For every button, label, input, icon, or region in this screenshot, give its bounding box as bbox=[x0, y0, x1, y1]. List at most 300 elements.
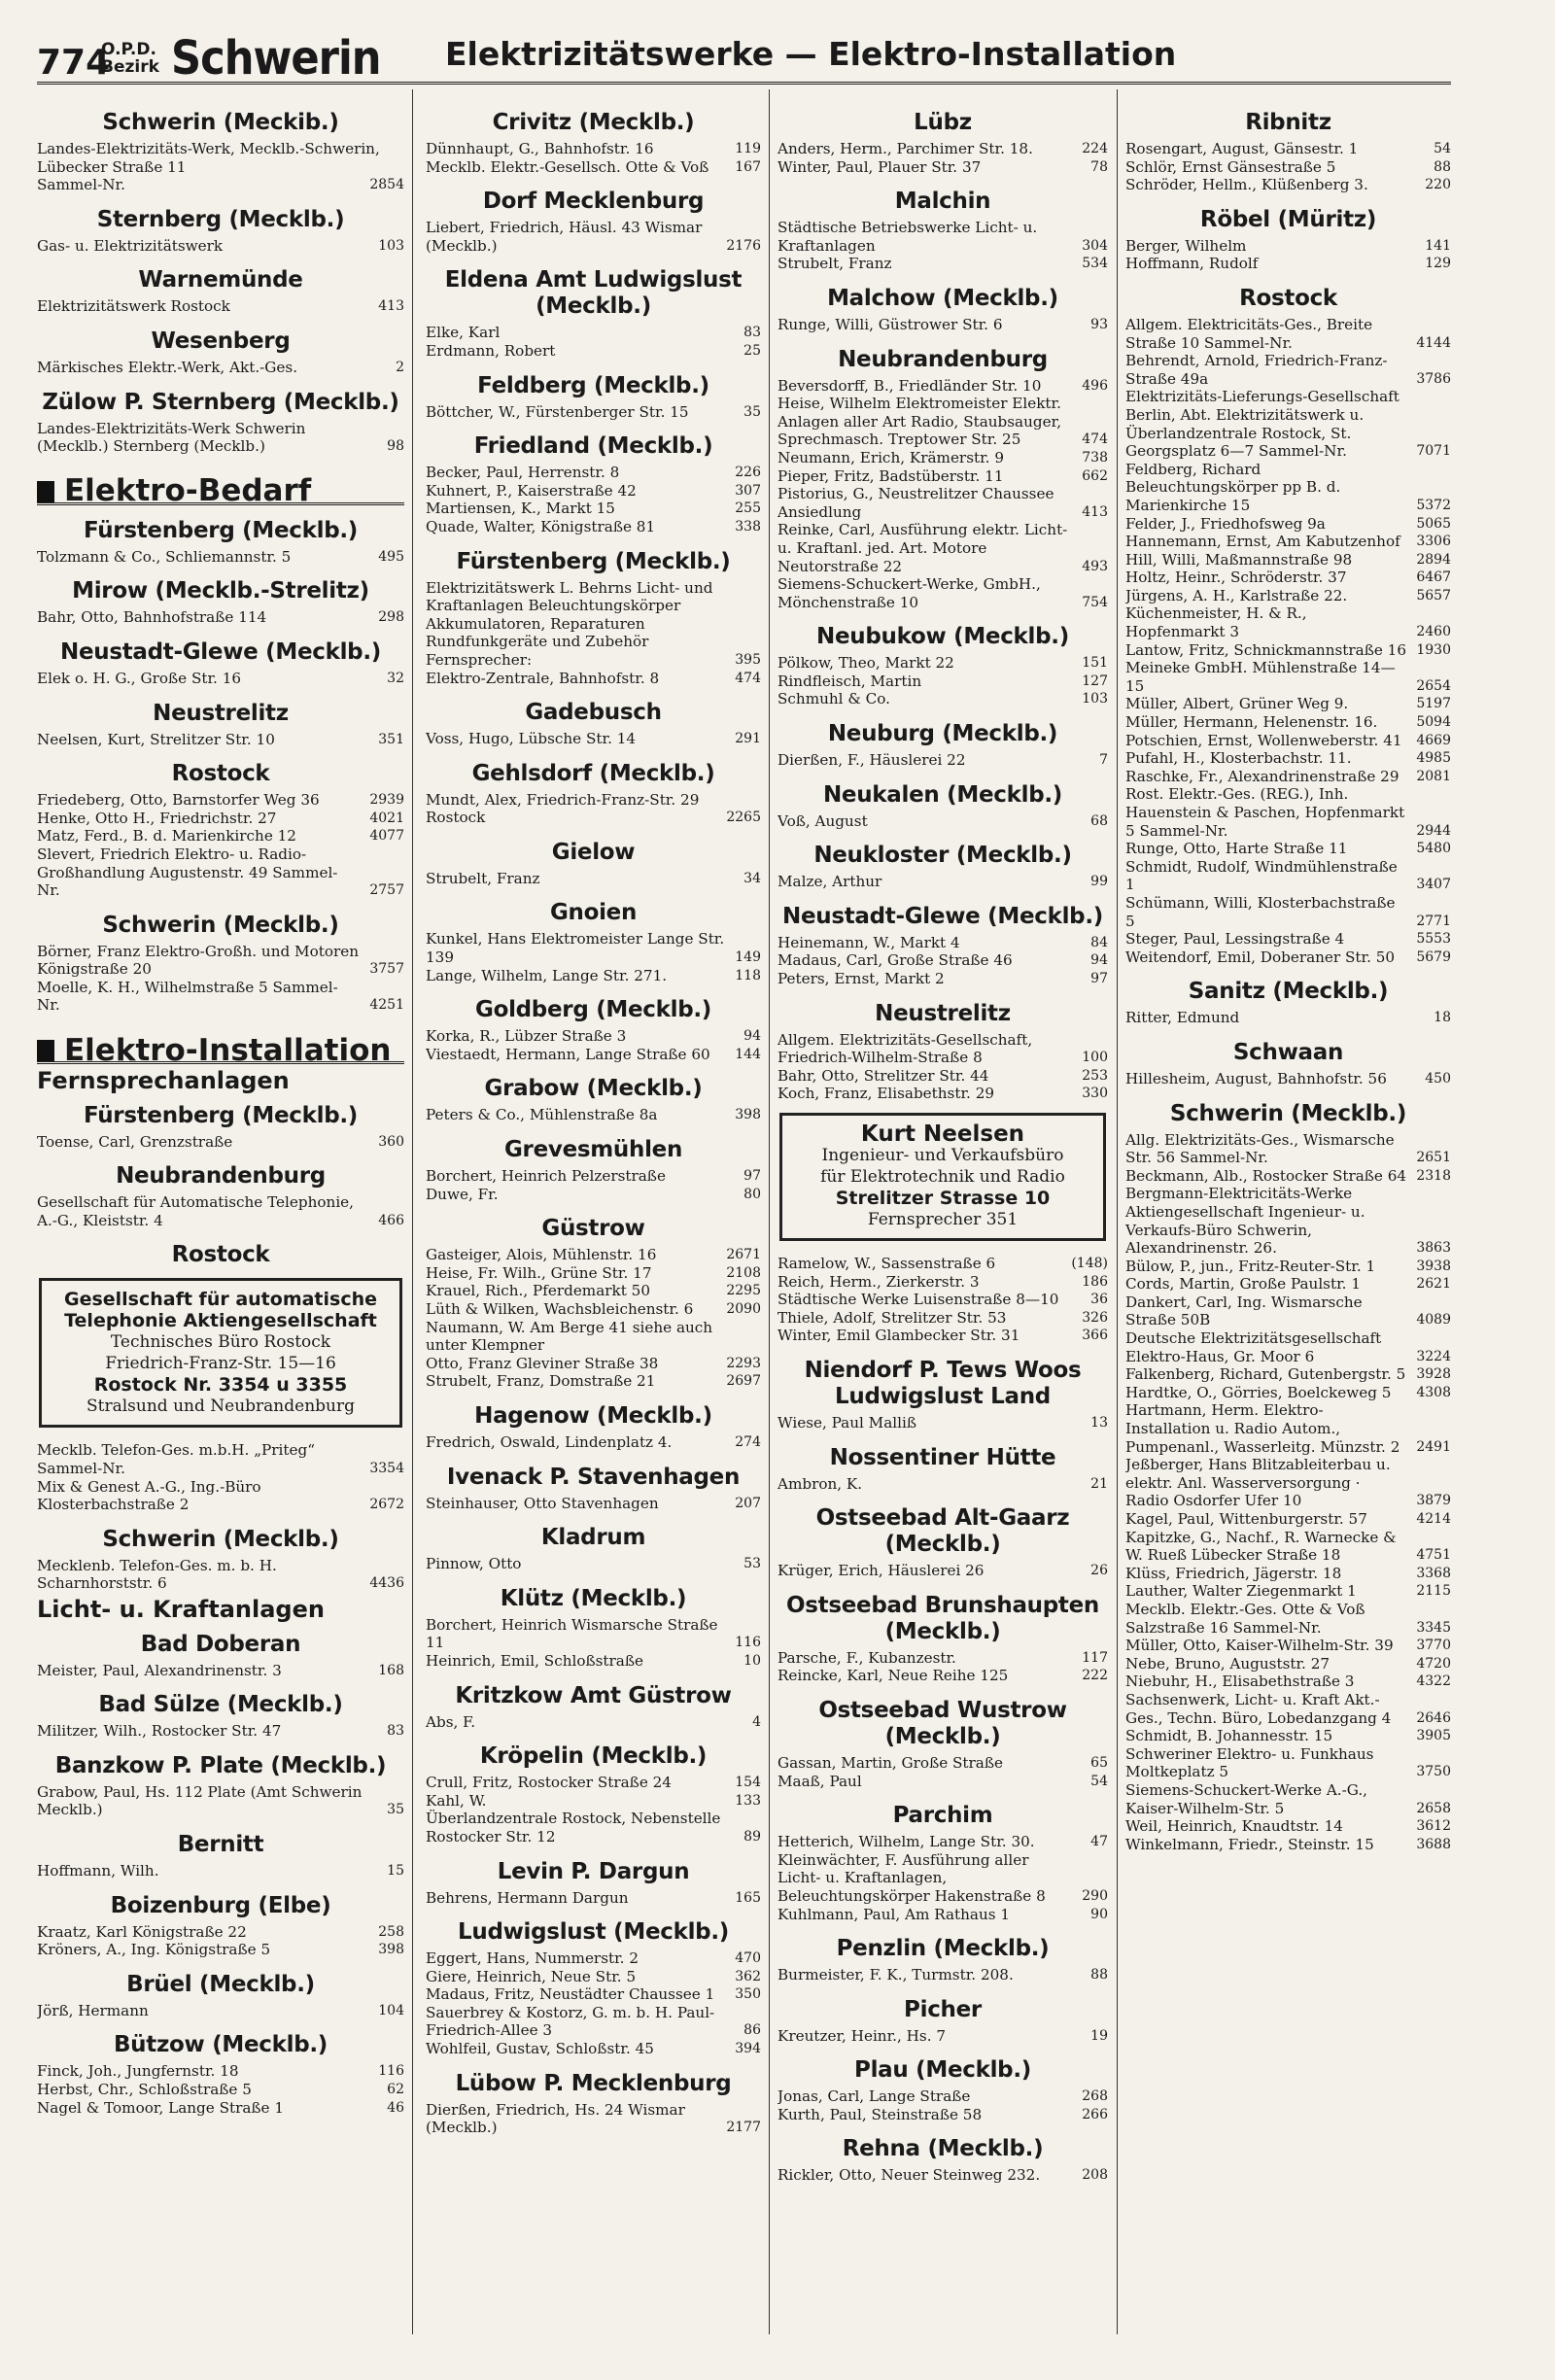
entry-text: Sammel-Nr. bbox=[37, 176, 125, 194]
list-item bbox=[37, 297, 404, 316]
entry-phone: 84 bbox=[1090, 934, 1108, 950]
entry-phone: 395 bbox=[735, 651, 761, 668]
list-item bbox=[1125, 1510, 1451, 1529]
list-item bbox=[778, 575, 1108, 611]
list-item bbox=[1125, 1781, 1451, 1817]
entry-phone: 253 bbox=[1082, 1067, 1108, 1084]
entry-text: Kreutzer, Heinr., Hs. 7 bbox=[778, 2026, 947, 2045]
entry-phone: 53 bbox=[743, 1556, 761, 1572]
town-heading: Eldena Amt Ludwigslust (Mecklb.) bbox=[444, 267, 743, 320]
entry-phone: 2621 bbox=[1416, 1276, 1451, 1293]
town-heading: Neustadt-Glewe (Mecklb.) bbox=[782, 903, 1103, 929]
entry-phone: 4751 bbox=[1416, 1547, 1451, 1564]
entry-text: Heinrich, Emil, Schloßstraße bbox=[426, 1651, 643, 1670]
entry-phone: 224 bbox=[1082, 141, 1108, 156]
ad-line: Telephonie Aktiengesellschaft bbox=[64, 1310, 377, 1332]
list-item bbox=[37, 2062, 404, 2081]
entry-phone: 80 bbox=[743, 1186, 761, 1202]
town-heading: Fürstenberg (Mecklb.) bbox=[83, 517, 359, 543]
group-list bbox=[37, 1527, 404, 1593]
list-item bbox=[426, 870, 761, 888]
town-heading: Gadebusch bbox=[525, 700, 662, 726]
entry-phone: 100 bbox=[1082, 1050, 1108, 1066]
entry-text: Slevert, Friedrich Elektro- u. Radio-Großhandlung Augustenstr. 49 Sammel-Nr. bbox=[37, 845, 338, 900]
entry-phone: 86 bbox=[743, 2022, 761, 2039]
entry-text: Hill, Willi, Maßmannstraße 98 bbox=[1125, 550, 1353, 569]
list-item bbox=[1125, 1293, 1451, 1329]
list-item bbox=[778, 377, 1108, 396]
town-heading: Schwerin (Mecklb.) bbox=[102, 912, 339, 938]
list-item bbox=[778, 751, 1108, 770]
entry-phone: 168 bbox=[378, 1662, 404, 1678]
opd-label bbox=[101, 41, 159, 76]
list-item bbox=[426, 1495, 761, 1513]
entry-text: Schmidt, Rudolf, Windmühlenstraße 1 bbox=[1125, 857, 1398, 894]
header-title: Elektrizitätswerke — Elektro-Installation bbox=[445, 35, 1177, 73]
entry-text: Voß, August bbox=[778, 811, 868, 830]
entry-phone: 2460 bbox=[1416, 624, 1451, 640]
entry-text: Mecklenb. Telefon-Ges. m. b. H. Scharnhorststr. 6 bbox=[37, 1556, 277, 1593]
town-group bbox=[426, 373, 761, 422]
entry-phone: 4089 bbox=[1416, 1312, 1451, 1328]
entry-phone: 54 bbox=[1090, 1773, 1108, 1789]
entry-phone: 4669 bbox=[1416, 732, 1451, 748]
entry-text: Kröners, A., Ing. Königstraße 5 bbox=[37, 1941, 271, 1959]
list-item bbox=[426, 2040, 761, 2058]
list-item bbox=[778, 1773, 1108, 1791]
entry-text: Pistorius, G., Neustrelitzer Chaussee Ansiedlung bbox=[778, 485, 1054, 521]
list-item bbox=[37, 1923, 404, 1942]
list-item bbox=[778, 395, 1108, 449]
town-group bbox=[37, 1832, 404, 1880]
list-item bbox=[1125, 659, 1451, 695]
entry-phone: 2671 bbox=[726, 1247, 761, 1263]
entry-phone: 2854 bbox=[369, 177, 404, 193]
list-item bbox=[1125, 949, 1451, 967]
list-item bbox=[426, 1046, 761, 1064]
town-heading: Neukloster (Mecklb.) bbox=[813, 843, 1072, 869]
town-heading: Lübz bbox=[914, 110, 972, 135]
entry-text: Sauerbrey & Kostorz, G. m. b. H. Paul-Friedrich-Allee 3 bbox=[426, 2003, 715, 2040]
list-item bbox=[1125, 1185, 1451, 1257]
group-list bbox=[778, 110, 1108, 1103]
list-item bbox=[426, 791, 761, 827]
list-item bbox=[37, 845, 404, 900]
town-heading: Kritzkow Amt Güstrow bbox=[455, 1682, 732, 1708]
entry-phone: 118 bbox=[735, 967, 761, 983]
entry-phone: 7071 bbox=[1416, 443, 1451, 460]
town-heading: Röbel (Müritz) bbox=[1199, 206, 1377, 232]
list-item bbox=[37, 2002, 404, 2020]
town-heading: Wesenberg bbox=[151, 328, 291, 354]
town-heading: Schwerin (Mecklb.) bbox=[1169, 1100, 1407, 1126]
entry-text: Elektrizitätswerk Rostock bbox=[37, 297, 230, 316]
entry-text: Holtz, Heinr., Schröderstr. 37 bbox=[1125, 569, 1347, 587]
entry-text: Bülow, P., jun., Fritz-Reuter-Str. 1 bbox=[1125, 1257, 1376, 1275]
list-item bbox=[778, 1255, 1108, 1273]
entry-text: Liebert, Friedrich, Häusl. 43 Wismar (Mecklb.) bbox=[426, 219, 703, 255]
entry-phone: 274 bbox=[735, 1433, 761, 1450]
town-group bbox=[37, 913, 404, 1015]
entry-phone: 362 bbox=[735, 1968, 761, 1984]
list-item bbox=[1125, 1529, 1451, 1565]
entry-phone: 2646 bbox=[1416, 1709, 1451, 1726]
list-item bbox=[1125, 461, 1451, 515]
group-list bbox=[37, 1632, 404, 2118]
entry-text: Krüger, Erich, Häuslerei 26 bbox=[778, 1562, 985, 1580]
entry-text: Mix & Genest A.-G., Ing.-Büro Klosterbachstraße 2 bbox=[37, 1477, 261, 1514]
town-group bbox=[778, 624, 1108, 708]
entry-phone: 4144 bbox=[1416, 334, 1451, 351]
town-group bbox=[778, 782, 1108, 831]
entry-text: Elektrizitätswerk L. Behrns Licht- und Kraftanlagen Beleuchtungskörper Akkumulatoren, Reparaturen Rundfunkgeräte und Zubehör Fernsprecher: bbox=[426, 578, 713, 669]
entry-phone: 5553 bbox=[1416, 931, 1451, 948]
entry-text: Wiese, Paul Malliß bbox=[778, 1413, 917, 1431]
list-item bbox=[778, 1291, 1108, 1309]
town-heading: Ostseebad Wustrow (Mecklb.) bbox=[818, 1697, 1067, 1749]
entry-phone: 398 bbox=[735, 1107, 761, 1123]
town-heading: Neubrandenburg bbox=[838, 346, 1048, 372]
town-heading: Bad Doberan bbox=[140, 1631, 301, 1657]
list-item bbox=[37, 791, 404, 810]
town-heading: Neubrandenburg bbox=[116, 1163, 326, 1190]
town-group bbox=[778, 110, 1108, 176]
town-group bbox=[37, 578, 404, 627]
entry-phone: 25 bbox=[743, 342, 761, 359]
entry-text: Kleinwächter, F. Ausführung aller Licht- u. Kraftanlagen, Beleuchtungskörper Hakenstraße 8 bbox=[778, 1850, 1046, 1905]
list-item bbox=[426, 2101, 761, 2137]
list-item bbox=[1125, 255, 1451, 273]
town-heading: Güstrow bbox=[541, 1216, 645, 1242]
list-item bbox=[426, 2004, 761, 2040]
list-item bbox=[37, 608, 404, 627]
entry-phone: 97 bbox=[1090, 971, 1108, 987]
list-item bbox=[1125, 551, 1451, 569]
entry-text: Kraatz, Karl Königstraße 22 bbox=[37, 1922, 247, 1941]
list-item bbox=[1125, 840, 1451, 858]
list-item bbox=[778, 873, 1108, 891]
entry-phone: 5065 bbox=[1416, 515, 1451, 532]
list-item bbox=[426, 219, 761, 255]
list-item bbox=[778, 2106, 1108, 2124]
entry-phone: 4308 bbox=[1416, 1384, 1451, 1400]
entry-text: Korka, R., Lübzer Straße 3 bbox=[426, 1027, 627, 1046]
entry-phone: 149 bbox=[735, 949, 761, 966]
entry-phone: 534 bbox=[1082, 256, 1108, 272]
list-item bbox=[37, 359, 404, 377]
entry-phone: 5094 bbox=[1416, 714, 1451, 731]
entry-phone: 304 bbox=[1082, 237, 1108, 254]
entry-phone: 4 bbox=[752, 1713, 761, 1730]
entry-text: Weitendorf, Emil, Doberaner Str. 50 bbox=[1125, 948, 1396, 966]
entry-text: Berger, Wilhelm bbox=[1125, 236, 1247, 255]
list-item bbox=[1125, 732, 1451, 750]
entry-phone: 7 bbox=[1099, 752, 1108, 769]
town-heading: Warnemünde bbox=[138, 267, 303, 293]
entry-text: Steinhauser, Otto Stavenhagen bbox=[426, 1494, 659, 1512]
entry-phone: 2293 bbox=[726, 1355, 761, 1371]
ad-line: Kurt Neelsen bbox=[860, 1121, 1025, 1147]
town-group bbox=[37, 518, 404, 567]
ad-line: Gesellschaft für automatische bbox=[63, 1289, 378, 1311]
section-title: Elektro-Installation bbox=[64, 1032, 392, 1068]
town-group bbox=[778, 347, 1108, 612]
entry-text: Heise, Wilhelm Elektromeister Elektr. Anlagen aller Art Radio, Staubsauger, Sprechmasch. Treptower Str. 25 bbox=[778, 395, 1062, 449]
entry-phone: 3928 bbox=[1416, 1366, 1451, 1383]
entry-text: Allg. Elektrizitäts-Ges., Wismarsche Str. 56 Sammel-Nr. bbox=[1125, 1130, 1395, 1167]
entry-text: Kurth, Paul, Steinstraße 58 bbox=[778, 2105, 983, 2123]
entry-phone: 2491 bbox=[1416, 1438, 1451, 1455]
list-item bbox=[37, 1662, 404, 1680]
town-group bbox=[37, 639, 404, 688]
entry-phone: 5372 bbox=[1416, 497, 1451, 513]
entry-text: Siemens-Schuckert-Werke A.-G., Kaiser-Wilhelm-Str. 5 bbox=[1125, 1780, 1367, 1817]
list-item bbox=[1125, 533, 1451, 551]
entry-text: Friedeberg, Otto, Barnstorfer Weg 36 bbox=[37, 791, 320, 810]
town-heading: Rostock bbox=[171, 761, 270, 787]
section-title: Elektro-Bedarf bbox=[64, 473, 312, 509]
town-group bbox=[778, 1358, 1108, 1432]
entry-text: Feldberg, Richard Beleuchtungskörper pp B. d. Marienkirche 15 bbox=[1125, 460, 1341, 514]
list-item bbox=[426, 579, 761, 670]
town-heading: Schwerin (Meckib.) bbox=[102, 110, 339, 135]
list-item bbox=[37, 2099, 404, 2118]
entry-text: Elke, Karl bbox=[426, 324, 501, 342]
entry-text: Böttcher, W., Fürstenberger Str. 15 bbox=[426, 402, 689, 421]
town-heading: Schwerin (Mecklb.) bbox=[102, 1526, 339, 1552]
list-item bbox=[778, 219, 1108, 255]
entry-phone: 5480 bbox=[1416, 841, 1451, 857]
town-group bbox=[37, 110, 404, 194]
entry-phone: 495 bbox=[378, 548, 404, 565]
town-group bbox=[426, 1076, 761, 1124]
entry-text: Strubelt, Franz bbox=[426, 869, 540, 887]
entry-phone: 2697 bbox=[726, 1373, 761, 1390]
entry-phone: 127 bbox=[1082, 673, 1108, 689]
list-item bbox=[37, 140, 404, 176]
list-item bbox=[37, 1133, 404, 1152]
town-group bbox=[37, 1242, 404, 1268]
town-group bbox=[37, 1692, 404, 1741]
list-item bbox=[778, 1667, 1108, 1685]
entry-text: Lüth & Wilken, Wachsbleichenstr. 6 bbox=[426, 1300, 694, 1318]
entry-phone: 65 bbox=[1090, 1754, 1108, 1771]
entry-phone: 97 bbox=[743, 1168, 761, 1185]
entry-text: Dünnhaupt, G., Bahnhofstr. 16 bbox=[426, 140, 654, 157]
list-item bbox=[37, 1193, 404, 1229]
entry-text: Nebe, Bruno, Auguststr. 27 bbox=[1125, 1654, 1330, 1673]
list-item bbox=[1125, 768, 1451, 786]
entry-text: Potschien, Ernst, Wollenweberstr. 41 bbox=[1125, 731, 1402, 749]
list-item bbox=[778, 467, 1108, 486]
list-item bbox=[778, 2087, 1108, 2106]
ad-line: Strelitzer Strasse 10 bbox=[835, 1188, 1051, 1209]
entry-text: Naumann, W. Am Berge 41 siehe auch unter Klempner bbox=[426, 1318, 713, 1355]
entry-text: Jürgens, A. H., Karlstraße 22. bbox=[1125, 586, 1348, 604]
opd-text: O.P.D. bbox=[101, 40, 156, 59]
list-item bbox=[426, 1106, 761, 1124]
list-item bbox=[426, 1319, 761, 1355]
list-item bbox=[778, 1475, 1108, 1494]
entry-text: Koch, Franz, Elisabethstr. 29 bbox=[778, 1085, 995, 1103]
list-item bbox=[37, 943, 404, 979]
entry-phone: 47 bbox=[1090, 1834, 1108, 1850]
town-group bbox=[778, 1505, 1108, 1580]
entry-text: Parsche, F., Kubanzestr. bbox=[778, 1648, 956, 1667]
list-item bbox=[426, 500, 761, 518]
town-group bbox=[1125, 979, 1451, 1027]
entry-text: Hartmann, Herm. Elektro-Installation u. Radio Autom., Pumpenanl., Wasserleitg. Münzstr. 2 bbox=[1125, 1401, 1400, 1456]
town-group bbox=[426, 1137, 761, 1203]
town-heading: Ostseebad Alt-Gaarz (Mecklb.) bbox=[815, 1505, 1070, 1558]
entry-phone: 398 bbox=[378, 1942, 404, 1958]
entry-text: Tolzmann & Co., Schliemannstr. 5 bbox=[37, 547, 292, 566]
town-group bbox=[37, 1163, 404, 1229]
entry-text: Nagel & Tomoor, Lange Straße 1 bbox=[37, 2098, 285, 2117]
entry-text: Elek o. H. G., Große Str. 16 bbox=[37, 669, 242, 687]
town-group bbox=[426, 1586, 761, 1671]
list-item bbox=[37, 670, 404, 688]
entry-phone: 18 bbox=[1434, 1010, 1451, 1026]
entry-text: Hetterich, Wilhelm, Lange Str. 30. bbox=[778, 1833, 1035, 1851]
entry-phone: 4214 bbox=[1416, 1511, 1451, 1527]
entry-phone: 186 bbox=[1082, 1273, 1108, 1290]
town-group bbox=[426, 267, 761, 360]
town-group bbox=[37, 1527, 404, 1593]
town-heading: Dorf Mecklenburg bbox=[482, 189, 705, 215]
town-heading: Neuburg (Mecklb.) bbox=[827, 721, 1058, 747]
list-item bbox=[778, 255, 1108, 273]
list-item bbox=[37, 1478, 404, 1514]
entry-text: Runge, Willi, Güstrower Str. 6 bbox=[778, 315, 1003, 333]
entry-text: Eggert, Hans, Nummerstr. 2 bbox=[426, 1949, 639, 1968]
group-list bbox=[37, 518, 404, 1015]
entry-text: Toense, Carl, Grenzstraße bbox=[37, 1132, 233, 1151]
entry-phone: 32 bbox=[387, 670, 404, 686]
list-item bbox=[778, 812, 1108, 831]
entry-text: Schlör, Ernst Gänsestraße 5 bbox=[1125, 157, 1336, 176]
town-heading: Niendorf P. Tews Woos Ludwigslust Land bbox=[804, 1357, 1082, 1409]
list-item bbox=[426, 342, 761, 361]
town-group bbox=[778, 1997, 1108, 2046]
entry-phone: 338 bbox=[735, 518, 761, 535]
entry-text: Kuhlmann, Paul, Am Rathaus 1 bbox=[778, 1905, 1011, 1923]
column-divider bbox=[769, 89, 770, 2334]
entry-text: Strubelt, Franz, Domstraße 21 bbox=[426, 1372, 656, 1391]
entry-text: Gas- u. Elektrizitätswerk bbox=[37, 236, 224, 255]
town-heading: Fürstenberg (Mecklb.) bbox=[83, 1102, 359, 1128]
entry-phone: 54 bbox=[1434, 141, 1451, 156]
list-item bbox=[426, 403, 761, 422]
town-group bbox=[1125, 286, 1451, 966]
entry-text: Neumann, Erich, Krämerstr. 9 bbox=[778, 448, 1004, 466]
entry-phone: 350 bbox=[735, 1986, 761, 2003]
list-item bbox=[426, 1246, 761, 1264]
list-item bbox=[37, 1722, 404, 1741]
entry-phone: 2651 bbox=[1416, 1150, 1451, 1166]
list-item bbox=[778, 2166, 1108, 2185]
town-group bbox=[778, 286, 1108, 334]
entry-text: Thiele, Adolf, Strelitzer Str. 53 bbox=[778, 1308, 1007, 1327]
entry-text: Neelsen, Kurt, Strelitzer Str. 10 bbox=[37, 730, 275, 748]
list-item bbox=[1125, 1365, 1451, 1384]
town-heading: Schwaan bbox=[1232, 1039, 1344, 1065]
list-item bbox=[1125, 1691, 1451, 1727]
entry-text: Kahl, W. bbox=[426, 1791, 487, 1810]
column-divider bbox=[412, 89, 413, 2334]
subsection-licht: Licht- u. Kraftanlagen bbox=[37, 1596, 325, 1623]
entry-phone: 255 bbox=[735, 500, 761, 517]
list-item bbox=[426, 1300, 761, 1319]
entry-list bbox=[37, 1441, 404, 1513]
entry-text: Giere, Heinrich, Neue Str. 5 bbox=[426, 1967, 637, 1985]
entry-text: Henke, Otto H., Friedrichstr. 27 bbox=[37, 809, 277, 827]
entry-phone: 222 bbox=[1082, 1668, 1108, 1684]
town-heading: Picher bbox=[904, 1996, 982, 2022]
list-item bbox=[37, 237, 404, 256]
town-heading: Parchim bbox=[892, 1803, 993, 1829]
group-list bbox=[426, 110, 761, 2137]
entry-phone: 220 bbox=[1425, 177, 1451, 193]
list-item bbox=[1125, 587, 1451, 605]
list-item bbox=[778, 158, 1108, 177]
column-4 bbox=[1125, 97, 1451, 2352]
town-heading: Neustrelitz bbox=[875, 1000, 1011, 1026]
list-item bbox=[778, 2027, 1108, 2046]
entry-phone: 2757 bbox=[369, 882, 404, 899]
list-item bbox=[426, 1652, 761, 1671]
entry-text: Gesellschaft für Automatische Telephonie, A.-G., Kleiststr. 4 bbox=[37, 1193, 354, 1229]
town-group bbox=[778, 1001, 1108, 1103]
entry-text: Finck, Joh., Jungfernstr. 18 bbox=[37, 2062, 239, 2081]
entry-text: Sachsenwerk, Licht- u. Kraft Akt.-Ges., Techn. Büro, Lobedanzgang 4 bbox=[1125, 1690, 1392, 1727]
town-heading: Sternberg (Mecklb.) bbox=[96, 206, 345, 232]
town-heading: Neubukow (Mecklb.) bbox=[816, 624, 1069, 650]
entry-text: Beversdorff, B., Friedländer Str. 10 bbox=[778, 376, 1042, 395]
town-group bbox=[37, 390, 404, 456]
town-heading: Kladrum bbox=[540, 1525, 646, 1551]
town-group bbox=[778, 904, 1108, 988]
entry-phone: 2654 bbox=[1416, 677, 1451, 694]
entry-phone: 3863 bbox=[1416, 1240, 1451, 1257]
list-item bbox=[778, 316, 1108, 334]
town-heading: Klütz (Mecklb.) bbox=[500, 1585, 687, 1611]
entry-phone: 119 bbox=[735, 141, 761, 156]
entry-text: Martiensen, K., Markt 15 bbox=[426, 500, 615, 518]
ad-line: Stralsund und Neubrandenburg bbox=[86, 1397, 355, 1417]
town-group bbox=[426, 1859, 761, 1908]
list-item bbox=[1125, 1673, 1451, 1691]
town-heading: Goldberg (Mecklb.) bbox=[474, 997, 712, 1023]
town-heading: Malchow (Mecklb.) bbox=[827, 285, 1058, 311]
entry-phone: 36 bbox=[1090, 1292, 1108, 1308]
entry-phone: 5197 bbox=[1416, 696, 1451, 712]
list-item bbox=[426, 1027, 761, 1046]
list-item bbox=[426, 1985, 761, 2004]
town-group bbox=[778, 1255, 1108, 1345]
town-group bbox=[426, 1919, 761, 2058]
list-item bbox=[426, 518, 761, 536]
town-heading: Ludwigslust (Mecklb.) bbox=[458, 1919, 729, 1946]
entry-phone: 2771 bbox=[1416, 913, 1451, 929]
entry-phone: 4322 bbox=[1416, 1673, 1451, 1690]
entry-phone: 4720 bbox=[1416, 1655, 1451, 1672]
list-item bbox=[426, 324, 761, 342]
town-group bbox=[426, 1743, 761, 1845]
entry-phone: 89 bbox=[743, 1828, 761, 1845]
entry-phone: 4251 bbox=[369, 997, 404, 1014]
list-item bbox=[1125, 785, 1451, 840]
